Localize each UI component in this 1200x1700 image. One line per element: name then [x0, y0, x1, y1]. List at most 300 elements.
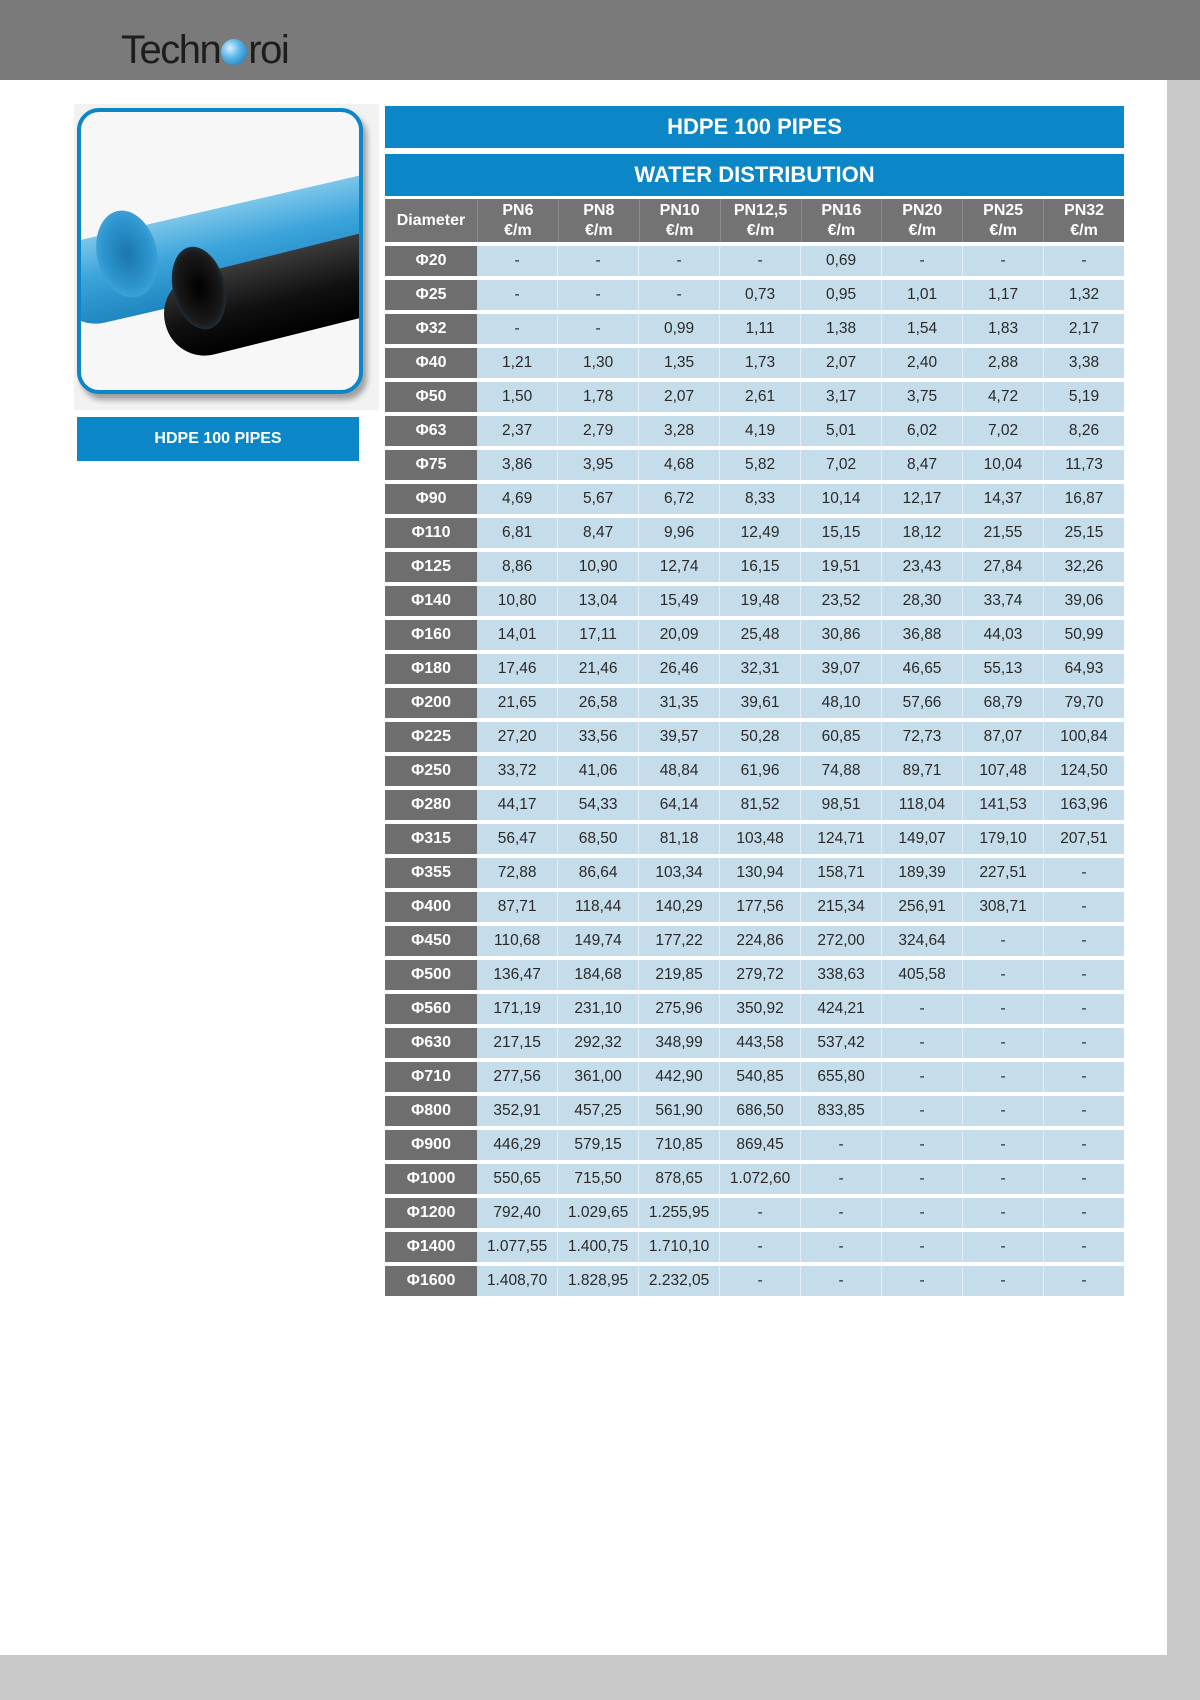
table-row — [385, 620, 1124, 650]
price-cell: 25,15 — [1064, 524, 1104, 541]
price-cell: - — [963, 1266, 1044, 1296]
price-cell: 405,58 — [882, 960, 963, 990]
price-cell: - — [882, 1164, 963, 1194]
price-cell: 149,07 — [882, 824, 963, 854]
price-cell: - — [801, 1232, 882, 1262]
price-cell: 579,15 — [558, 1130, 639, 1160]
product-caption: HDPE 100 PIPES — [77, 417, 359, 461]
price-cell: 256,91 — [882, 892, 963, 922]
price-cell: 361,00 — [558, 1062, 639, 1092]
pressure-rating-label: PN6 — [502, 201, 534, 219]
pressure-rating-label: PN8 — [583, 201, 615, 219]
price-cell: 68,50 — [558, 824, 639, 854]
diameter-cell: Φ400 — [385, 892, 477, 922]
price-cell: 124,71 — [801, 824, 882, 854]
price-cell: 98,51 — [801, 790, 882, 820]
table-row — [385, 586, 1124, 616]
footer-bar — [0, 1655, 1200, 1700]
price-cell: - — [963, 1164, 1044, 1194]
price-cell: 1.029,65 — [558, 1198, 639, 1228]
price-cell: 87,07 — [963, 722, 1044, 752]
price-cell: 19,51 — [801, 552, 882, 582]
table-header-row — [385, 199, 1124, 242]
diameter-cell: Φ160 — [385, 620, 477, 650]
pressure-rating-label: PN16 — [821, 201, 862, 219]
price-cell: - — [963, 1198, 1044, 1228]
price-cell: - — [963, 960, 1044, 990]
diameter-cell: Φ20 — [385, 246, 477, 276]
price-cell: 60,85 — [801, 722, 882, 752]
price-cell: 27,84 — [963, 552, 1044, 582]
price-cell: 50,99 — [1064, 626, 1104, 643]
price-cell: 81,52 — [720, 790, 801, 820]
price-cell: 272,00 — [801, 926, 882, 956]
diameter-cell: Φ140 — [385, 586, 477, 616]
table-row — [385, 654, 1124, 684]
price-cell: 1,50 — [477, 382, 558, 412]
price-cell: 6,81 — [477, 518, 558, 548]
price-cell: - — [477, 246, 558, 276]
price-cell: 36,88 — [882, 620, 963, 650]
diameter-cell: Φ40 — [385, 348, 477, 378]
price-cell: - — [639, 280, 720, 310]
price-cell: 136,47 — [477, 960, 558, 990]
price-cell: 12,17 — [882, 484, 963, 514]
price-cell: 79,70 — [1064, 694, 1104, 711]
price-cell: 179,10 — [963, 824, 1044, 854]
price-cell: - — [720, 246, 801, 276]
price-cell: 118,44 — [558, 892, 639, 922]
price-cell: 550,65 — [477, 1164, 558, 1194]
price-cell: - — [801, 1198, 882, 1228]
price-cell: 14,01 — [477, 620, 558, 650]
table-row — [385, 280, 1124, 310]
price-cell: 6,72 — [639, 484, 720, 514]
price-unit-label: €/m — [504, 221, 532, 239]
price-cell: 184,68 — [558, 960, 639, 990]
price-cell: 21,55 — [963, 518, 1044, 548]
diameter-cell: Φ710 — [385, 1062, 477, 1092]
price-cell: 219,85 — [639, 960, 720, 990]
table-row — [385, 246, 1124, 276]
price-cell: 44,03 — [963, 620, 1044, 650]
price-cell: 56,47 — [477, 824, 558, 854]
price-cell: 4,72 — [963, 382, 1044, 412]
price-cell: 48,10 — [801, 688, 882, 718]
price-cell: - — [882, 1062, 963, 1092]
pressure-column-header — [640, 199, 721, 242]
price-cell: 55,13 — [963, 654, 1044, 684]
price-cell: - — [882, 1096, 963, 1126]
price-cell: 41,06 — [558, 756, 639, 786]
price-cell: - — [1081, 1170, 1087, 1187]
price-cell: 715,50 — [558, 1164, 639, 1194]
price-cell: - — [558, 280, 639, 310]
price-cell: 21,46 — [558, 654, 639, 684]
price-cell: - — [882, 1130, 963, 1160]
diameter-cell: Φ1400 — [385, 1232, 477, 1262]
price-cell: - — [801, 1266, 882, 1296]
price-cell: - — [558, 246, 639, 276]
price-cell: 308,71 — [963, 892, 1044, 922]
diameter-cell: Φ63 — [385, 416, 477, 446]
price-cell: 1,21 — [477, 348, 558, 378]
price-table — [385, 199, 1124, 1296]
table-row — [385, 314, 1124, 344]
diameter-cell: Φ800 — [385, 1096, 477, 1126]
price-cell: 3,28 — [639, 416, 720, 446]
price-cell: 1,17 — [963, 280, 1044, 310]
price-cell: - — [720, 1266, 801, 1296]
price-cell: 3,95 — [558, 450, 639, 480]
diameter-cell: Φ125 — [385, 552, 477, 582]
price-cell: - — [801, 1130, 882, 1160]
price-unit-label: €/m — [908, 221, 937, 239]
price-cell: 171,19 — [477, 994, 558, 1024]
diameter-cell: Φ315 — [385, 824, 477, 854]
price-cell: 3,86 — [477, 450, 558, 480]
price-cell: 86,64 — [558, 858, 639, 888]
pressure-rating-label: PN25 — [983, 201, 1024, 219]
table-row — [385, 892, 1124, 922]
price-cell: 26,46 — [639, 654, 720, 684]
price-cell: - — [558, 314, 639, 344]
price-cell: - — [1081, 1136, 1087, 1153]
table-row — [385, 688, 1124, 718]
pressure-column-header — [1044, 199, 1124, 242]
price-cell: 23,52 — [801, 586, 882, 616]
price-cell: 189,39 — [882, 858, 963, 888]
price-cell: 17,11 — [558, 620, 639, 650]
price-cell: 561,90 — [639, 1096, 720, 1126]
diameter-cell: Φ280 — [385, 790, 477, 820]
price-cell: 655,80 — [801, 1062, 882, 1092]
price-cell: 103,48 — [720, 824, 801, 854]
price-cell: 2,07 — [801, 348, 882, 378]
price-cell: - — [1081, 932, 1087, 949]
price-cell: - — [963, 1130, 1044, 1160]
table-row — [385, 1028, 1124, 1058]
price-cell: 14,37 — [963, 484, 1044, 514]
price-cell: 2,61 — [720, 382, 801, 412]
price-cell: 4,69 — [477, 484, 558, 514]
price-cell: 279,72 — [720, 960, 801, 990]
price-cell: - — [963, 994, 1044, 1024]
price-cell: 0,99 — [639, 314, 720, 344]
price-cell: 30,86 — [801, 620, 882, 650]
pressure-column-header — [478, 199, 559, 242]
price-cell: 878,65 — [639, 1164, 720, 1194]
table-row — [385, 1130, 1124, 1160]
price-cell: 540,85 — [720, 1062, 801, 1092]
price-cell: 27,20 — [477, 722, 558, 752]
pressure-column-header — [882, 199, 963, 242]
price-unit-label: €/m — [665, 221, 694, 239]
price-cell: - — [963, 1062, 1044, 1092]
diameter-cell: Φ180 — [385, 654, 477, 684]
price-cell: 33,56 — [558, 722, 639, 752]
price-cell: 140,29 — [639, 892, 720, 922]
diameter-cell: Φ1200 — [385, 1198, 477, 1228]
price-cell: 231,10 — [558, 994, 639, 1024]
price-cell: - — [1081, 1272, 1087, 1289]
price-cell: 8,47 — [882, 450, 963, 480]
price-cell: - — [477, 280, 558, 310]
table-row — [385, 1266, 1124, 1296]
table-row — [385, 722, 1124, 752]
table-row — [385, 858, 1124, 888]
table-row — [385, 450, 1124, 480]
table-row — [385, 552, 1124, 582]
price-cell: 17,46 — [477, 654, 558, 684]
diameter-cell: Φ200 — [385, 688, 477, 718]
table-row — [385, 960, 1124, 990]
price-cell: - — [1081, 1000, 1087, 1017]
price-cell: 7,02 — [963, 416, 1044, 446]
price-cell: - — [720, 1198, 801, 1228]
table-row — [385, 824, 1124, 854]
price-cell: - — [882, 1198, 963, 1228]
price-cell: - — [882, 1232, 963, 1262]
diameter-cell: Φ225 — [385, 722, 477, 752]
price-cell: 21,65 — [477, 688, 558, 718]
price-cell: 110,68 — [477, 926, 558, 956]
price-cell: - — [882, 1266, 963, 1296]
table-subtitle: WATER DISTRIBUTION — [385, 154, 1124, 196]
price-cell: 89,71 — [882, 756, 963, 786]
diameter-cell: Φ110 — [385, 518, 477, 548]
globe-icon — [221, 39, 247, 65]
price-cell: 39,61 — [720, 688, 801, 718]
price-cell: 1,35 — [639, 348, 720, 378]
price-cell: 177,56 — [720, 892, 801, 922]
price-cell: 103,34 — [639, 858, 720, 888]
price-cell: 227,51 — [963, 858, 1044, 888]
price-cell: 68,79 — [963, 688, 1044, 718]
price-cell: 442,90 — [639, 1062, 720, 1092]
price-cell: 15,49 — [639, 586, 720, 616]
price-cell: 1,73 — [720, 348, 801, 378]
price-cell: - — [1081, 1068, 1087, 1085]
price-cell: 446,29 — [477, 1130, 558, 1160]
price-unit-label: €/m — [989, 221, 1017, 239]
price-cell: 4,68 — [639, 450, 720, 480]
price-cell: 5,01 — [801, 416, 882, 446]
price-cell: 352,91 — [477, 1096, 558, 1126]
price-cell: 215,34 — [801, 892, 882, 922]
price-cell: - — [963, 1028, 1044, 1058]
price-cell: 792,40 — [477, 1198, 558, 1228]
technoroi-logo: Techn roi — [121, 28, 289, 72]
price-cell: 72,73 — [882, 722, 963, 752]
price-cell: 1.400,75 — [558, 1232, 639, 1262]
price-cell: 0,73 — [720, 280, 801, 310]
table-row — [385, 756, 1124, 786]
price-cell: 10,04 — [963, 450, 1044, 480]
price-cell: 25,48 — [720, 620, 801, 650]
price-cell: 54,33 — [558, 790, 639, 820]
price-cell: 8,47 — [558, 518, 639, 548]
price-unit-label: €/m — [585, 221, 613, 239]
price-unit-label: €/m — [1070, 221, 1098, 239]
diameter-cell: Φ560 — [385, 994, 477, 1024]
price-cell: 292,32 — [558, 1028, 639, 1058]
price-cell: - — [963, 246, 1044, 276]
price-cell: 350,92 — [720, 994, 801, 1024]
price-cell: 87,71 — [477, 892, 558, 922]
pressure-column-header — [963, 199, 1044, 242]
price-cell: 12,74 — [639, 552, 720, 582]
price-cell: 39,07 — [801, 654, 882, 684]
price-cell: 26,58 — [558, 688, 639, 718]
diameter-cell: Φ250 — [385, 756, 477, 786]
price-cell: 1.255,95 — [639, 1198, 720, 1228]
price-cell: 9,96 — [639, 518, 720, 548]
table-row — [385, 1164, 1124, 1194]
price-cell: 81,18 — [639, 824, 720, 854]
price-cell: 16,87 — [1064, 490, 1104, 507]
price-cell: 1.828,95 — [558, 1266, 639, 1296]
price-cell: 217,15 — [477, 1028, 558, 1058]
price-cell: - — [963, 1232, 1044, 1262]
price-cell: 44,17 — [477, 790, 558, 820]
table-row — [385, 1062, 1124, 1092]
price-cell: 348,99 — [639, 1028, 720, 1058]
price-cell: 5,82 — [720, 450, 801, 480]
price-cell: - — [720, 1232, 801, 1262]
price-cell: 177,22 — [639, 926, 720, 956]
table-row — [385, 790, 1124, 820]
price-cell: 1,01 — [882, 280, 963, 310]
price-cell: 20,09 — [639, 620, 720, 650]
price-cell: 3,17 — [801, 382, 882, 412]
price-cell: 1,83 — [963, 314, 1044, 344]
diameter-cell: Φ900 — [385, 1130, 477, 1160]
price-cell: 224,86 — [720, 926, 801, 956]
price-cell: 10,14 — [801, 484, 882, 514]
price-cell: 8,26 — [1068, 422, 1100, 439]
price-cell: - — [639, 246, 720, 276]
price-cell: 19,48 — [720, 586, 801, 616]
price-cell: 324,64 — [882, 926, 963, 956]
table-row — [385, 926, 1124, 956]
price-cell: 12,49 — [720, 518, 801, 548]
price-cell: 10,80 — [477, 586, 558, 616]
diameter-cell: Φ90 — [385, 484, 477, 514]
table-row — [385, 994, 1124, 1024]
price-cell: 5,19 — [1068, 388, 1100, 405]
price-cell: 686,50 — [720, 1096, 801, 1126]
price-cell: 10,90 — [558, 552, 639, 582]
price-cell: 2,40 — [882, 348, 963, 378]
side-margin-bar — [1167, 80, 1200, 1700]
price-cell: 18,12 — [882, 518, 963, 548]
price-cell: 3,38 — [1068, 354, 1100, 371]
price-cell: 33,72 — [477, 756, 558, 786]
price-cell: 6,02 — [882, 416, 963, 446]
diameter-cell: Φ450 — [385, 926, 477, 956]
price-cell: 457,25 — [558, 1096, 639, 1126]
price-cell: - — [963, 926, 1044, 956]
price-cell: 32,31 — [720, 654, 801, 684]
price-cell: 64,93 — [1064, 660, 1104, 677]
price-cell: 1,32 — [1068, 286, 1100, 303]
price-cell: 2,37 — [477, 416, 558, 446]
table-row — [385, 348, 1124, 378]
pressure-rating-label: PN10 — [659, 201, 700, 219]
price-cell: 0,69 — [801, 246, 882, 276]
table-row — [385, 1232, 1124, 1262]
price-cell: 28,30 — [882, 586, 963, 616]
diameter-cell: Φ25 — [385, 280, 477, 310]
diameter-cell: Φ50 — [385, 382, 477, 412]
price-cell: 141,53 — [963, 790, 1044, 820]
price-cell: 4,19 — [720, 416, 801, 446]
diameter-cell: Φ32 — [385, 314, 477, 344]
price-cell: 0,95 — [801, 280, 882, 310]
price-cell: - — [1081, 864, 1087, 881]
price-cell: - — [1081, 1238, 1087, 1255]
price-cell: 107,48 — [963, 756, 1044, 786]
price-cell: 869,45 — [720, 1130, 801, 1160]
price-cell: 48,84 — [639, 756, 720, 786]
price-cell: 33,74 — [963, 586, 1044, 616]
price-cell: 23,43 — [882, 552, 963, 582]
diameter-cell: Φ355 — [385, 858, 477, 888]
pressure-rating-label: PN12,5 — [733, 201, 788, 219]
price-cell: 1,54 — [882, 314, 963, 344]
table-row — [385, 1096, 1124, 1126]
price-cell: 537,42 — [801, 1028, 882, 1058]
header-bar — [0, 0, 1200, 80]
price-cell: - — [882, 994, 963, 1024]
price-cell: 1,78 — [558, 382, 639, 412]
diameter-cell: Φ1000 — [385, 1164, 477, 1194]
diameter-cell: Φ1600 — [385, 1266, 477, 1296]
diameter-header: Diameter — [385, 199, 478, 242]
price-cell: 5,67 — [558, 484, 639, 514]
table-row — [385, 518, 1124, 548]
price-cell: - — [882, 246, 963, 276]
price-cell: 275,96 — [639, 994, 720, 1024]
price-cell: 163,96 — [1060, 796, 1108, 813]
price-cell: 3,75 — [882, 382, 963, 412]
table-row — [385, 484, 1124, 514]
price-cell: - — [1081, 898, 1087, 915]
price-cell: 338,63 — [801, 960, 882, 990]
price-cell: - — [1081, 1204, 1087, 1221]
price-cell: 31,35 — [639, 688, 720, 718]
price-cell: 32,26 — [1064, 558, 1104, 575]
price-cell: - — [801, 1164, 882, 1194]
table-row — [385, 382, 1124, 412]
price-cell: - — [1081, 1102, 1087, 1119]
product-photo — [74, 104, 379, 410]
price-cell: 1.710,10 — [639, 1232, 720, 1262]
pressure-column-header — [721, 199, 802, 242]
price-cell: 277,56 — [477, 1062, 558, 1092]
pressure-rating-label: PN32 — [1064, 201, 1105, 219]
price-cell: 1,38 — [801, 314, 882, 344]
price-cell: - — [1081, 1034, 1087, 1051]
price-cell: 39,06 — [1064, 592, 1104, 609]
price-cell: 1.072,60 — [720, 1164, 801, 1194]
price-cell: 1.077,55 — [477, 1232, 558, 1262]
price-cell: 64,14 — [639, 790, 720, 820]
price-cell: 149,74 — [558, 926, 639, 956]
price-cell: 1,11 — [720, 314, 801, 344]
pressure-column-header — [802, 199, 883, 242]
